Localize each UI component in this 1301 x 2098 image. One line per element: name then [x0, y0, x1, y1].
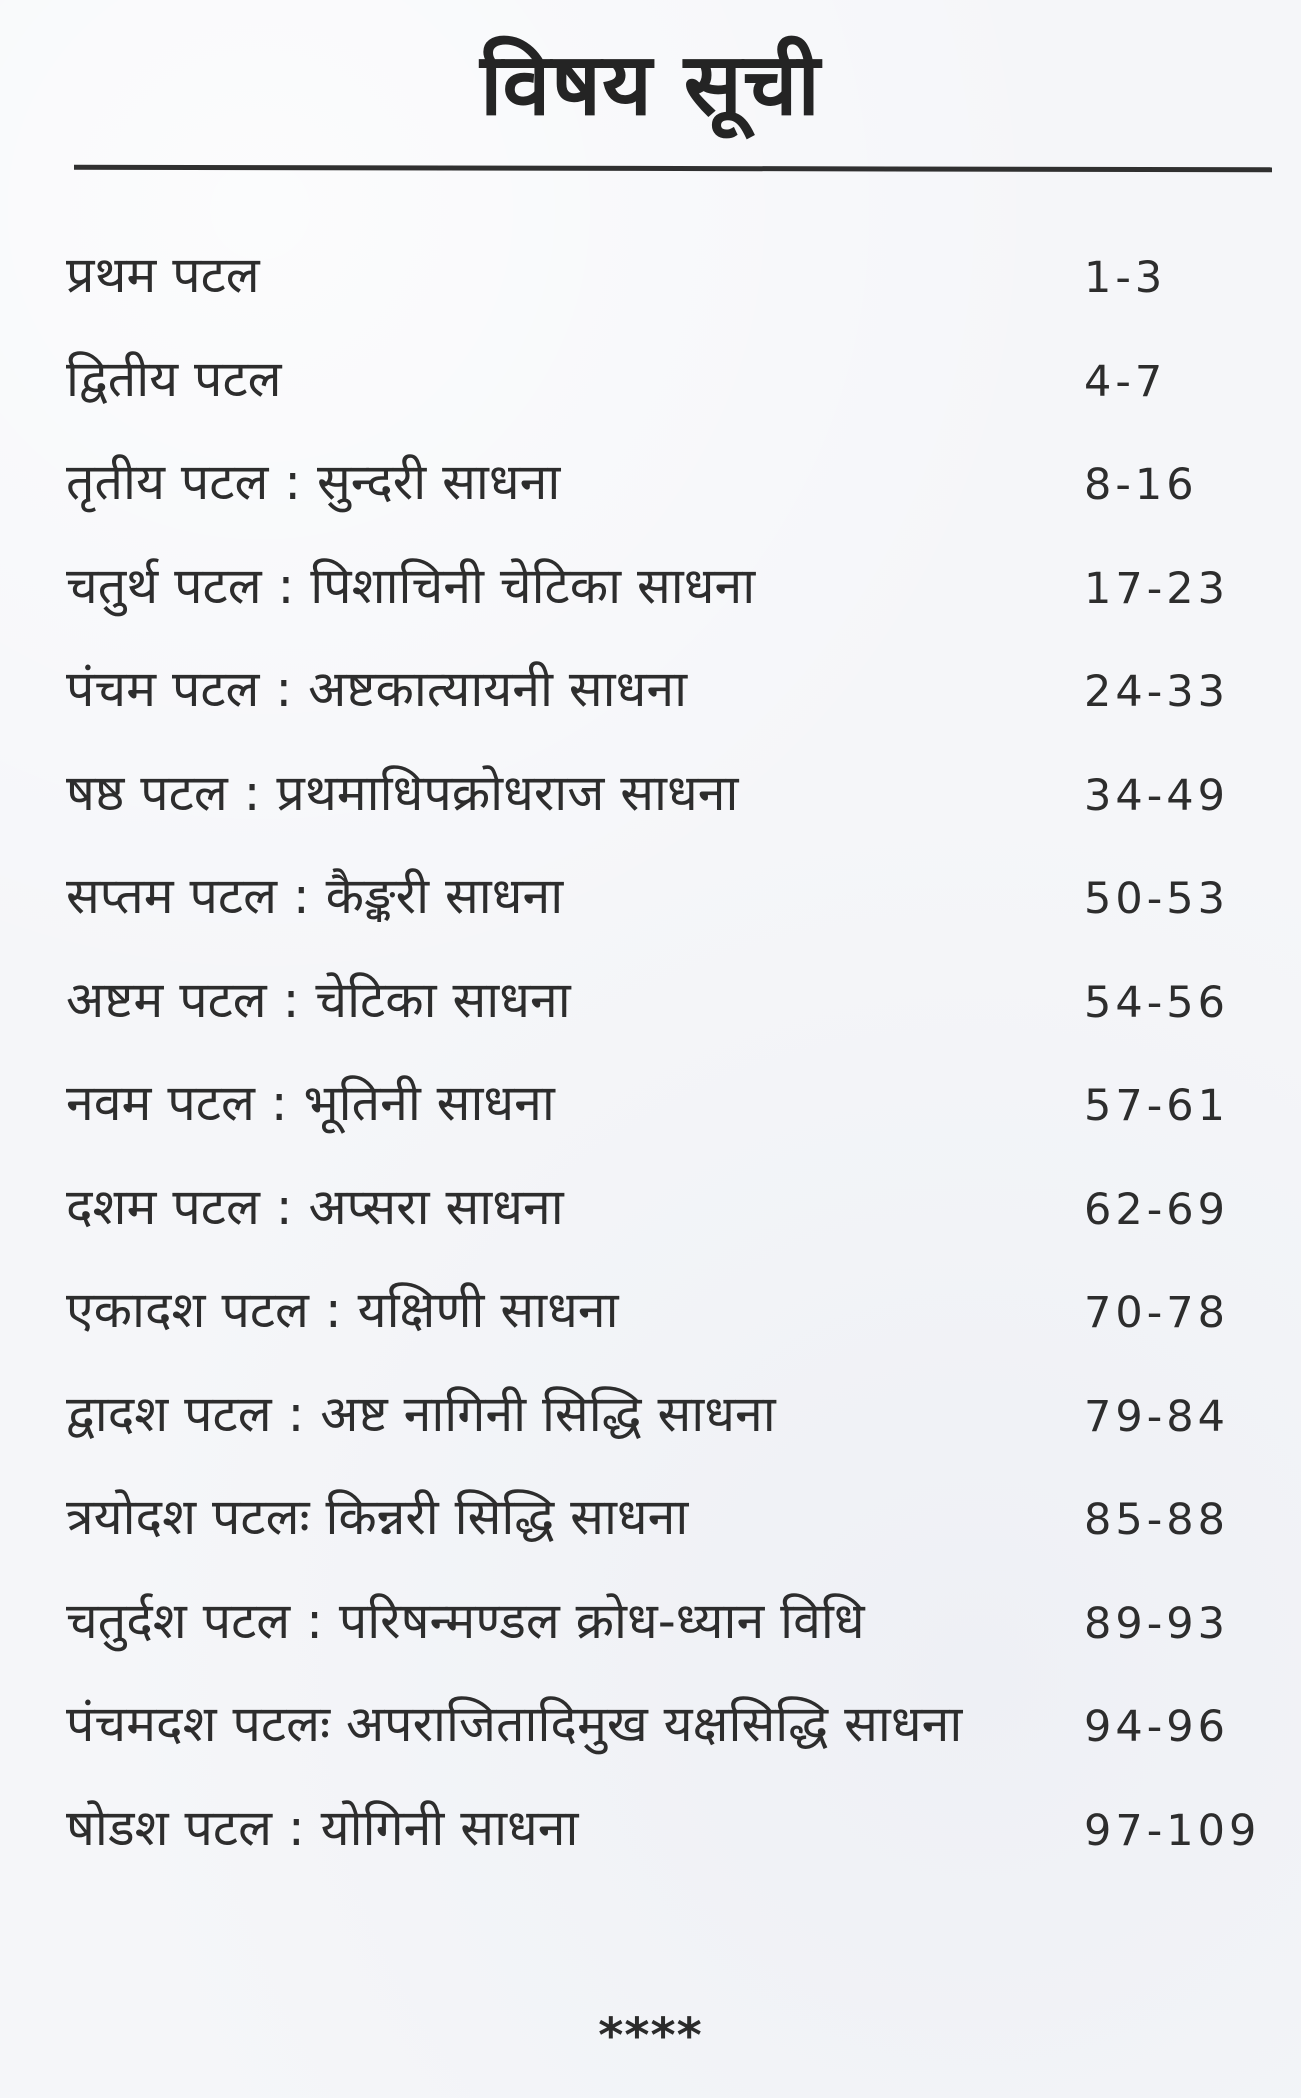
toc-row-8 [66, 970, 1266, 1074]
toc-row-16 [66, 1798, 1266, 1902]
footer-asterisks: **** [598, 2008, 703, 2064]
toc-page-range: 4-7 [1084, 356, 1167, 407]
toc-page-range: 62-69 [1084, 1184, 1229, 1235]
toc-row-1 [66, 245, 1266, 349]
toc-entry-label: चतुर्दश पटल : परिषन्मण्डल क्रोध-ध्यान विधि [66, 1591, 865, 1650]
toc-entry-label: द्वितीय पटल [66, 349, 282, 408]
toc-page-range: 8-16 [1084, 460, 1198, 510]
toc-page-range: 17-23 [1084, 563, 1229, 614]
toc-page-range: 97-109 [1084, 1805, 1261, 1856]
toc-page-range: 89-93 [1084, 1598, 1229, 1649]
toc-row-14 [66, 1591, 1266, 1695]
toc-entry-label: पंचमदश पटलः अपराजितादिमुख यक्षसिद्धि साधना [66, 1695, 963, 1753]
toc-entry-label: दशम पटल : अप्सरा साधना [66, 1177, 564, 1236]
toc-entry-label: एकादश पटल : यक्षिणी साधना [66, 1281, 619, 1339]
toc-page-range: 1-3 [1084, 253, 1167, 303]
toc-page-range: 54-56 [1084, 977, 1229, 1028]
toc-page-range: 24-33 [1084, 667, 1229, 717]
toc-entry-label: सप्तम पटल : कैङ्करी साधना [66, 867, 564, 925]
toc-row-12 [66, 1384, 1266, 1488]
toc-row-7 [66, 866, 1266, 970]
toc-row-10 [66, 1177, 1266, 1281]
toc-entry-label: चतुर्थ पटल : पिशाचिनी चेटिका साधना [66, 556, 756, 615]
toc-page-range: 34-49 [1084, 770, 1229, 821]
toc-page-range: 50-53 [1084, 874, 1229, 924]
table-of-contents [66, 245, 1266, 1901]
toc-row-3 [66, 452, 1266, 556]
toc-entry-label: षष्ठ पटल : प्रथमाधिपक्रोधराज साधना [66, 763, 739, 822]
toc-entry-label: द्वादश पटल : अष्ट नागिनी सिद्धि साधना [66, 1384, 776, 1443]
toc-page-range: 79-84 [1084, 1391, 1229, 1442]
toc-row-13 [66, 1487, 1266, 1591]
page-title: विषय सूची [480, 35, 821, 135]
toc-row-6 [66, 763, 1266, 867]
toc-row-4 [66, 556, 1266, 660]
toc-page-range: 94-96 [1084, 1702, 1229, 1752]
toc-row-15 [66, 1694, 1266, 1798]
toc-row-11 [66, 1280, 1266, 1384]
toc-row-9 [66, 1073, 1266, 1177]
toc-entry-label: षोडश पटल : योगिनी साधना [66, 1798, 579, 1857]
toc-entry-label: प्रथम पटल [66, 246, 260, 304]
toc-page-range: 85-88 [1084, 1495, 1229, 1545]
toc-entry-label: त्रयोदश पटलः किन्नरी सिद्धि साधना [66, 1488, 689, 1546]
toc-entry-label: पंचम पटल : अष्टकात्यायनी साधना [66, 660, 688, 718]
toc-page-range: 70-78 [1084, 1288, 1229, 1338]
toc-entry-label: अष्टम पटल : चेटिका साधना [66, 970, 571, 1029]
toc-row-5 [66, 659, 1266, 763]
toc-row-2 [66, 349, 1266, 453]
toc-entry-label: तृतीय पटल : सुन्दरी साधना [66, 453, 561, 511]
toc-page-range: 57-61 [1084, 1081, 1229, 1131]
toc-entry-label: नवम पटल : भूतिनी साधना [66, 1074, 555, 1132]
title-underline [74, 165, 1272, 173]
